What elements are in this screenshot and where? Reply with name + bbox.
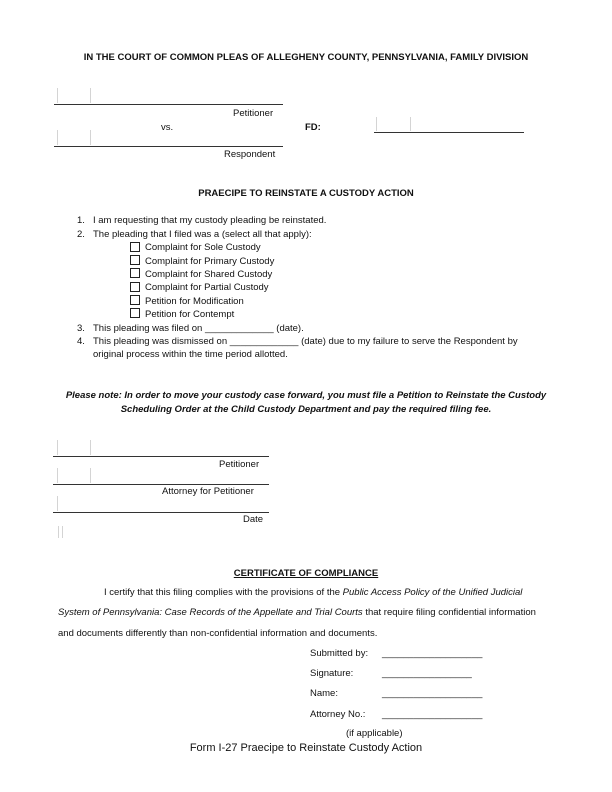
option-label: Petition for Contempt: [145, 309, 235, 320]
option-label: Complaint for Sole Custody: [145, 242, 261, 253]
option-label: Complaint for Partial Custody: [145, 282, 269, 293]
field-marker: [90, 88, 91, 103]
option-label: Petition for Modification: [145, 296, 244, 307]
field-marker: [62, 526, 63, 538]
vs-label: vs.: [161, 122, 174, 133]
note-line: Please note: In order to move your custody case forward, you must file a Petition to Reinstate the Custody: [65, 390, 547, 401]
submitted-by-label: Submitted by:: [310, 648, 369, 659]
if-applicable-note: (if applicable): [346, 728, 403, 739]
checkbox-contempt[interactable]: [130, 308, 140, 318]
field-marker: [58, 526, 59, 538]
certificate-text-line1: I certify that this filing complies with the provisions of the Public Access Policy of the Unified Judicial: [104, 587, 523, 598]
checkbox-shared-custody[interactable]: [130, 268, 140, 278]
petitioner-signature-label: Petitioner: [219, 459, 260, 470]
respondent-name-line[interactable]: [54, 146, 283, 147]
item-text: This pleading was dismissed on _____________ (date) due to my failure to serve the Respondent by: [93, 336, 518, 347]
petitioner-label: Petitioner: [233, 108, 274, 119]
item-text: This pleading was filed on _____________ (date).: [93, 323, 304, 334]
item-text: The pleading that I filed was a (select all that apply):: [93, 229, 312, 240]
name-field[interactable]: ___________________: [382, 688, 483, 699]
field-marker: [57, 130, 58, 145]
fd-label: FD:: [305, 122, 321, 133]
attorney-no-label: Attorney No.:: [310, 709, 366, 720]
document-title: PRAECIPE TO REINSTATE A CUSTODY ACTION: [198, 188, 414, 199]
field-marker: [57, 468, 58, 483]
item-number: 2.: [77, 229, 85, 240]
field-marker: [410, 117, 411, 131]
certificate-text-line2: System of Pennsylvania: Case Records of the Appellate and Trial Courts that require filing confidential information: [58, 607, 536, 618]
checkbox-modification[interactable]: [130, 295, 140, 305]
form-footer-title: Form I-27 Praecipe to Reinstate Custody Action: [189, 742, 423, 754]
signature-label: Signature:: [310, 668, 354, 679]
attorney-signature-line[interactable]: [53, 484, 269, 485]
attorney-no-field[interactable]: ___________________: [382, 709, 483, 720]
field-marker: [90, 468, 91, 483]
attorney-signature-label: Attorney for Petitioner: [162, 486, 254, 497]
certificate-title: CERTIFICATE OF COMPLIANCE: [233, 568, 379, 579]
respondent-label: Respondent: [224, 149, 276, 160]
field-marker: [376, 117, 377, 131]
item-text: I am requesting that my custody pleading be reinstated.: [93, 215, 327, 226]
court-title: IN THE COURT OF COMMON PLEAS OF ALLEGHENY COUNTY, PENNSYLVANIA, FAMILY DIVISION: [83, 52, 529, 63]
checkbox-partial-custody[interactable]: [130, 282, 140, 292]
signature-field[interactable]: _________________: [382, 668, 472, 679]
checkbox-sole-custody[interactable]: [130, 242, 140, 252]
date-label: Date: [243, 514, 264, 525]
item-number: 3.: [77, 323, 85, 334]
note-line: Scheduling Order at the Child Custody Department and pay the required filing fee.: [120, 404, 492, 415]
checkbox-primary-custody[interactable]: [130, 255, 140, 265]
field-marker: [57, 88, 58, 103]
date-line[interactable]: [53, 512, 269, 513]
item-number: 4.: [77, 336, 85, 347]
option-label: Complaint for Primary Custody: [145, 256, 275, 267]
submitted-by-field[interactable]: ___________________: [382, 648, 483, 659]
certificate-text-line3: and documents differently than non-confidential information and documents.: [58, 628, 378, 639]
field-marker: [57, 496, 58, 511]
field-marker: [57, 440, 58, 455]
item-number: 1.: [77, 215, 85, 226]
field-marker: [90, 440, 91, 455]
item-text: original process within the time period allotted.: [93, 349, 288, 360]
petitioner-signature-line[interactable]: [53, 456, 269, 457]
field-marker: [90, 130, 91, 145]
fd-number-line[interactable]: [374, 132, 524, 133]
petitioner-name-line[interactable]: [54, 104, 283, 105]
name-label: Name:: [310, 688, 338, 699]
option-label: Complaint for Shared Custody: [145, 269, 273, 280]
